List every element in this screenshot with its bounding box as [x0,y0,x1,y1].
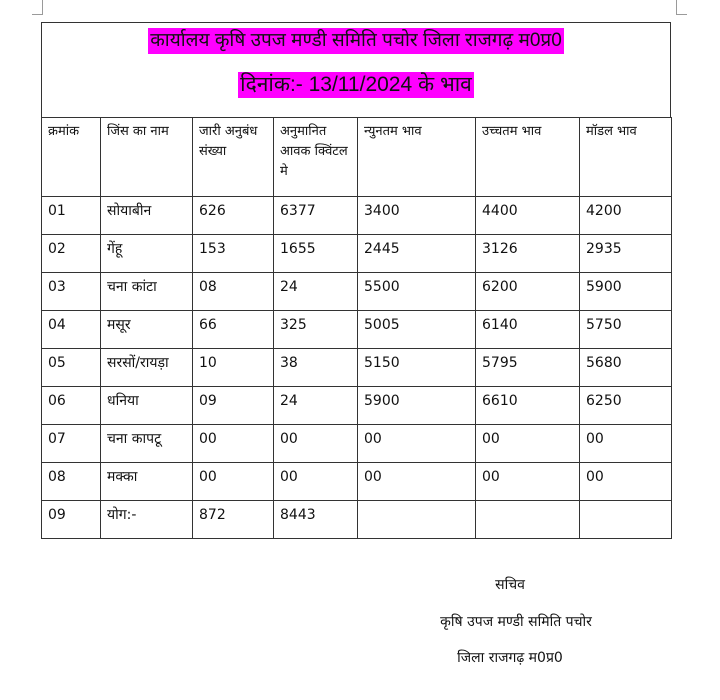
cell-contracts: 08 [193,273,274,311]
table-row [42,425,672,463]
table-total-row [42,501,672,539]
cell-modal-price: 2935 [580,235,672,273]
cell-contracts: 10 [193,349,274,387]
signatory-organization: कृषि उपज मण्डी समिति पचोर [440,614,592,630]
cell-arrival: 00 [274,425,358,463]
cell-contracts: 153 [193,235,274,273]
cell-contracts: 00 [193,425,274,463]
col-header-arrival: अनुमानित आवक क्विंटल मे [274,118,358,197]
rate-date-heading: दिनांक:- 13/11/2024 के भाव [240,73,472,96]
cell-serial: 08 [42,463,101,501]
cell-arrival: 325 [274,311,358,349]
cell-modal-price: 4200 [580,197,672,235]
cell-min-price: 5500 [358,273,476,311]
cell-serial: 03 [42,273,101,311]
cell-min-price: 3400 [358,197,476,235]
cell-arrival: 24 [274,273,358,311]
cell-min-price: 00 [358,425,476,463]
cell-commodity: चना कांटा [101,273,193,311]
cell-max-price: 5795 [476,349,580,387]
cell-serial: 04 [42,311,101,349]
cell-commodity: चना कापटू [101,425,193,463]
col-header-contracts: जारी अनुबंध संख्या [193,118,274,197]
cell-contracts: 66 [193,311,274,349]
cell-min-price: 00 [358,463,476,501]
cell-arrival: 38 [274,349,358,387]
cell-serial: 06 [42,387,101,425]
page-corner-mark-left [32,0,43,15]
cell-commodity: मक्का [101,463,193,501]
cell-max-price: 00 [476,463,580,501]
cell-total-contracts: 872 [193,501,274,539]
cell-commodity: सोयाबीन [101,197,193,235]
cell-min-price: 5005 [358,311,476,349]
table-row [42,197,672,235]
page-corner-mark-right [676,0,687,15]
col-header-serial: क्रमांक [42,118,101,197]
table-row [42,463,672,501]
cell-total-label: योग:- [101,501,193,539]
cell-modal-price: 5680 [580,349,672,387]
cell-modal-price [580,501,672,539]
cell-contracts: 00 [193,463,274,501]
mandi-rates-table [41,117,672,539]
cell-commodity: धनिया [101,387,193,425]
cell-commodity: सरसों/रायड़ा [101,349,193,387]
office-title: कार्यालय कृषि उपज मण्डी समिति पचोर जिला राजगढ़ म0प्र0 [148,28,564,54]
cell-max-price: 6200 [476,273,580,311]
table-row [42,273,672,311]
col-header-max-price: उच्चतम भाव [476,118,580,197]
document-header [41,22,671,117]
signatory-title: सचिव [495,577,525,593]
cell-serial: 09 [42,501,101,539]
table-row [42,235,672,273]
col-header-commodity: जिंस का नाम [101,118,193,197]
cell-max-price: 00 [476,425,580,463]
cell-contracts: 09 [193,387,274,425]
col-header-modal-price: मॉडल भाव [580,118,672,197]
cell-arrival: 1655 [274,235,358,273]
col-header-min-price: न्युनतम भाव [358,118,476,197]
cell-serial: 05 [42,349,101,387]
cell-serial: 01 [42,197,101,235]
cell-min-price: 5900 [358,387,476,425]
rate-document [41,22,671,539]
cell-max-price: 6140 [476,311,580,349]
table-row [42,311,672,349]
cell-modal-price: 6250 [580,387,672,425]
cell-max-price: 3126 [476,235,580,273]
cell-max-price [476,501,580,539]
cell-commodity: गेंहू [101,235,193,273]
cell-commodity: मसूर [101,311,193,349]
table-row [42,349,672,387]
table-row [42,387,672,425]
cell-modal-price: 5750 [580,311,672,349]
cell-max-price: 4400 [476,197,580,235]
cell-modal-price: 00 [580,463,672,501]
cell-serial: 07 [42,425,101,463]
cell-max-price: 6610 [476,387,580,425]
table-header-row [42,118,672,197]
cell-min-price [358,501,476,539]
cell-arrival: 00 [274,463,358,501]
cell-total-arrival: 8443 [274,501,358,539]
cell-arrival: 6377 [274,197,358,235]
cell-arrival: 24 [274,387,358,425]
cell-modal-price: 5900 [580,273,672,311]
signatory-district: जिला राजगढ़ म0प्र0 [457,650,563,666]
cell-serial: 02 [42,235,101,273]
cell-modal-price: 00 [580,425,672,463]
cell-min-price: 2445 [358,235,476,273]
cell-contracts: 626 [193,197,274,235]
cell-min-price: 5150 [358,349,476,387]
